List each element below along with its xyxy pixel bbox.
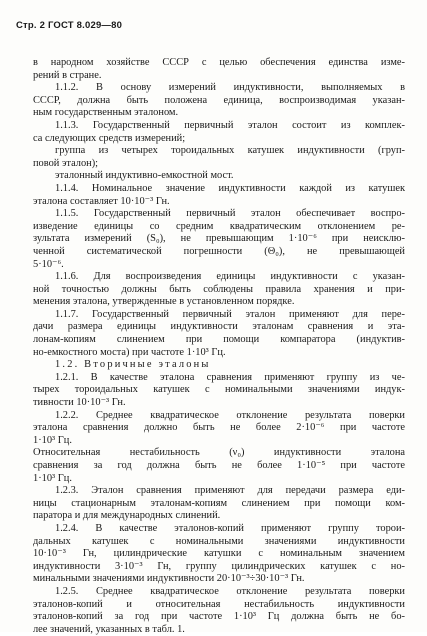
text-line: дальных катушек с номинальными значениями индуктивности	[33, 535, 405, 547]
text-line: в народном хозяйстве СССР с целью обеспечения единства изме-	[33, 57, 405, 68]
text-line: 1.2.4. В качестве эталонов-копий применяют группу торои-	[55, 522, 405, 534]
text-line: 1·10³ Гц.	[33, 434, 72, 446]
text-line: эталонов-копий и относительная нестабильность индуктивности	[33, 598, 405, 610]
gost-designation: ГОСТ 8.029—80	[47, 20, 123, 31]
text-line: дачи размера единицы индуктивности эталонам сравнения и эта-	[33, 321, 405, 333]
text-line: 10·10⁻³ Гн, цилиндрические катушки с номинальным значением	[33, 548, 405, 560]
text-line: 1.1.3. Государственный первичный эталон состоит из комплек-	[55, 119, 405, 131]
text-line: менения эталона, утвержденные в установленном порядке.	[33, 296, 295, 308]
text-line: ным государственным эталоном.	[33, 107, 179, 119]
text-line: 1.2. Вторичные эталоны	[55, 359, 211, 371]
text-line: 1.2.1. В качестве эталона сравнения применяют группу из че-	[55, 371, 405, 383]
text-line: изведение единицы со средним квадратическим отклонением ре-	[33, 220, 405, 232]
page-header	[16, 20, 122, 31]
text-line: 1.1.2. В основу измерений индуктивности, выполняемых в	[55, 82, 405, 94]
document-body	[33, 57, 405, 636]
text-line: эталонный индуктивно-емкостной мост.	[55, 170, 234, 182]
text-line: ченной систематической погрешности (Θ₀), не превышающей	[33, 245, 405, 257]
text-line: эталона составляет 10·10⁻³ Гн.	[33, 195, 170, 207]
text-line: 1.2.3. Эталон сравнения применяют для передачи размера еди-	[55, 485, 405, 497]
text-line: сравнения за год должна быть не более 1·10⁻⁵ при частоте	[33, 460, 405, 471]
text-line: тырех тороидальных катушек с номинальными значениями индук-	[33, 384, 405, 396]
text-line: 5·10⁻⁶.	[33, 258, 64, 270]
text-line: Относительная нестабильность (ν₀) индуктивности эталона	[33, 447, 405, 459]
text-line: группа из четырех тороидальных катушек индуктивности (груп-	[55, 145, 405, 157]
text-line: минальными значениями индуктивности 20·10⁻³÷30·10⁻³ Гн.	[33, 573, 305, 585]
text-line: ницы стационарным эталонам-копиям слинением при помощи ком-	[33, 497, 405, 509]
text-line: рений в стране.	[33, 69, 102, 81]
text-line: индуктивности 3·10⁻³ Гн, группу цилиндрических катушек с но-	[33, 560, 405, 572]
text-line: лонам-копиям слинением при помощи компаратора (индуктив-	[33, 334, 405, 346]
text-line: зультата измерений (S₀), не превышающим 1·10⁻⁶ при неисклю-	[33, 233, 405, 245]
text-line: 1.1.7. Государственный первичный эталон применяют для пере-	[55, 308, 405, 320]
text-line: 1.2.5. Среднее квадратическое отклонение результата поверки	[55, 585, 405, 597]
text-line: 1.1.5. Государственный первичный эталон обеспечивает воспро-	[55, 208, 405, 220]
text-line: 1·10³ Гц.	[33, 472, 72, 484]
text-line: эталона сравнения должно быть не более 2·10⁻⁶ при частоте	[33, 422, 405, 434]
text-line: повой эталон);	[33, 157, 99, 169]
text-line: ной точностью должны быть соблюдены правила хранения и при-	[33, 283, 405, 295]
text-line: СССР, должна быть положена единица, воспроизводимая указан-	[33, 94, 405, 106]
text-line: лее значений, указанных в табл. 1.	[33, 623, 185, 635]
text-line: паратора и для международных слинений.	[33, 510, 221, 522]
text-line: эталонов-копий за год при частоте 1·10³ Гц должна быть не бо-	[33, 611, 405, 623]
text-line: 1.2.2. Среднее квадратическое отклонение результата поверки	[55, 409, 405, 421]
page-number-label: Стр. 2	[16, 20, 46, 31]
text-line: са следующих средств измерений;	[33, 132, 186, 144]
text-line: 1.1.4. Номинальное значение индуктивности каждой из катушек	[55, 182, 405, 194]
text-line: но-емкостного моста) при частоте 1·10³ Гц.	[33, 346, 226, 358]
text-line: тивности 10·10⁻³ Гн.	[33, 397, 126, 409]
text-line: 1.1.6. Для воспроизведения единицы индуктивности с указан-	[55, 271, 405, 283]
